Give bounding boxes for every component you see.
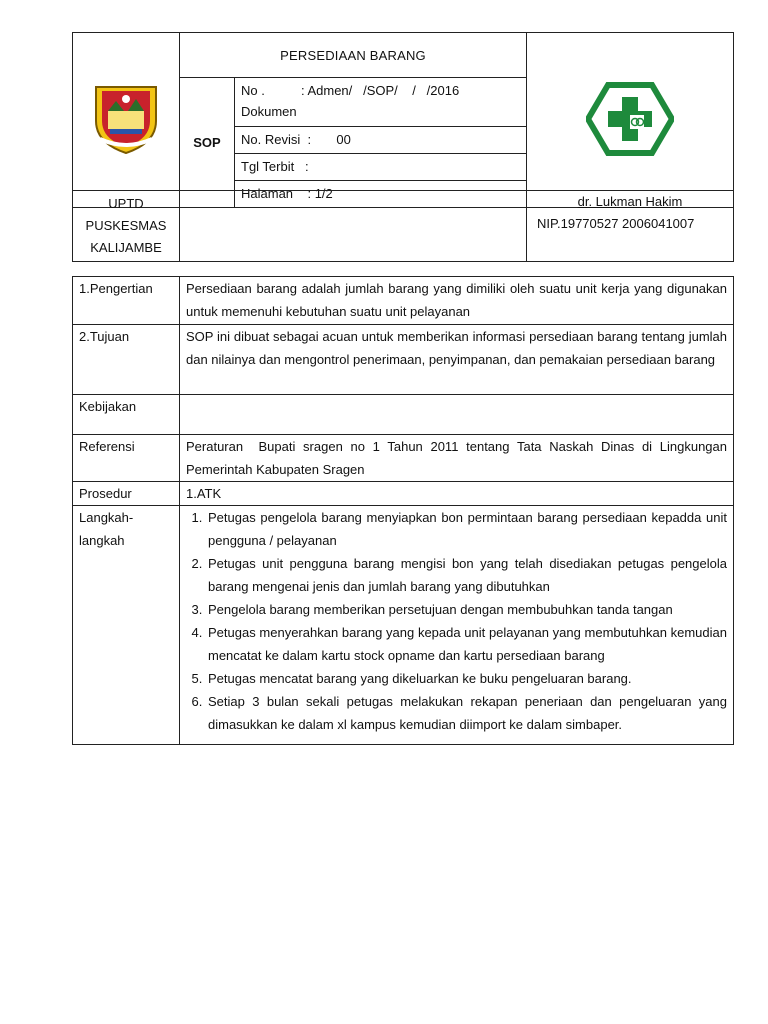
text-kebijakan [180,395,734,435]
no-dokumen-line2: Dokumen [241,104,297,119]
row-tujuan [73,325,734,395]
label-langkah-line1: Langkah- [79,510,134,525]
label-kebijakan: Kebijakan [73,395,180,435]
row-langkah [73,506,734,745]
no-revisi: No. Revisi : 00 [235,127,527,154]
content-table [72,276,734,745]
label-referensi: Referensi [73,435,180,482]
unit-line1: UPTD [108,196,144,211]
header-table [72,32,734,208]
step-item: 4. Petugas menyerahkan barang yang kepada unit pelayanan yang membutuhkan kemudian mencatat ke dalam kartu stock opname dan kartu persediaan barang [206,621,727,667]
unit-line2: PUSKESMAS [85,218,167,233]
no-dokumen [235,78,527,127]
step-item: 5. Petugas mencatat barang yang dikeluarkan ke buku pengeluaran barang. [206,667,727,690]
steps-list [186,506,727,744]
label-tujuan: 2.Tujuan [73,325,180,395]
row-prosedur [73,482,734,506]
label-prosedur: Prosedur [73,482,180,506]
regency-crest-icon [90,81,162,157]
unit-line3: KALIJAMBE [90,240,162,255]
step-item: 6. Setiap 3 bulan sekali petugas melakukan rekapan peneriaan dan pengeluaran yang dimasukkan ke dalam xl kampus kemudian diimport ke dalam simbaper. [206,690,727,736]
text-tujuan: SOP ini dibuat sebagai acuan untuk memberikan informasi persediaan barang tentang jumlah dan nilainya dan mengontrol penerimaan, penyimpanan, dan pemakaian persediaan barang [180,325,734,395]
puskesmas-cross-icon [586,81,674,157]
step-item: 1. Petugas pengelola barang menyiapkan bon permintaan barang persediaan kepadda unit pengguna / pelayanan [206,506,727,552]
row-referensi [73,435,734,482]
no-dokumen-line1: No . : Admen/ /SOP/ / /2016 [241,83,460,98]
regency-crest-cell [73,33,180,208]
label-pengertian: 1.Pengertian [73,277,180,325]
signer-nip: NIP.19770527 2006041007 [537,216,695,231]
halaman: Halaman : 1/2 [235,181,527,208]
unit-name-cell [73,191,180,262]
text-prosedur: 1.ATK [180,482,734,506]
row-kebijakan [73,395,734,435]
signer-name: dr. Lukman Hakim [577,194,683,209]
row-pengertian [73,277,734,325]
step-item: 3. Pengelola barang memberikan persetujuan dengan membubuhkan tanda tangan [206,598,727,621]
text-pengertian: Persediaan barang adalah jumlah barang yang dimiliki oleh suatu unit kerja yang digunakan untuk memenuhi kebutuhan suatu unit pelayanan [180,277,734,325]
label-langkah-line2: langkah [79,533,125,548]
steps-cell [180,506,734,745]
text-referensi: Peraturan Bupati sragen no 1 Tahun 2011 tentang Tata Naskah Dinas di Lingkungan Pemerintah Kabupaten Sragen [180,435,734,482]
blank-cell [180,191,527,262]
tgl-terbit: Tgl Terbit : [235,154,527,181]
puskesmas-logo-cell [527,33,734,208]
step-item: 2. Petugas unit pengguna barang mengisi bon yang telah disediakan petugas pengelola barang mengenai jenis dan jumlah barang yang dibutuhkan [206,552,727,598]
label-langkah [73,506,180,745]
document-title: PERSEDIAAN BARANG [180,33,527,78]
header-bottom-table [72,190,734,262]
signer-cell [527,191,734,262]
sop-label: SOP [180,78,235,208]
